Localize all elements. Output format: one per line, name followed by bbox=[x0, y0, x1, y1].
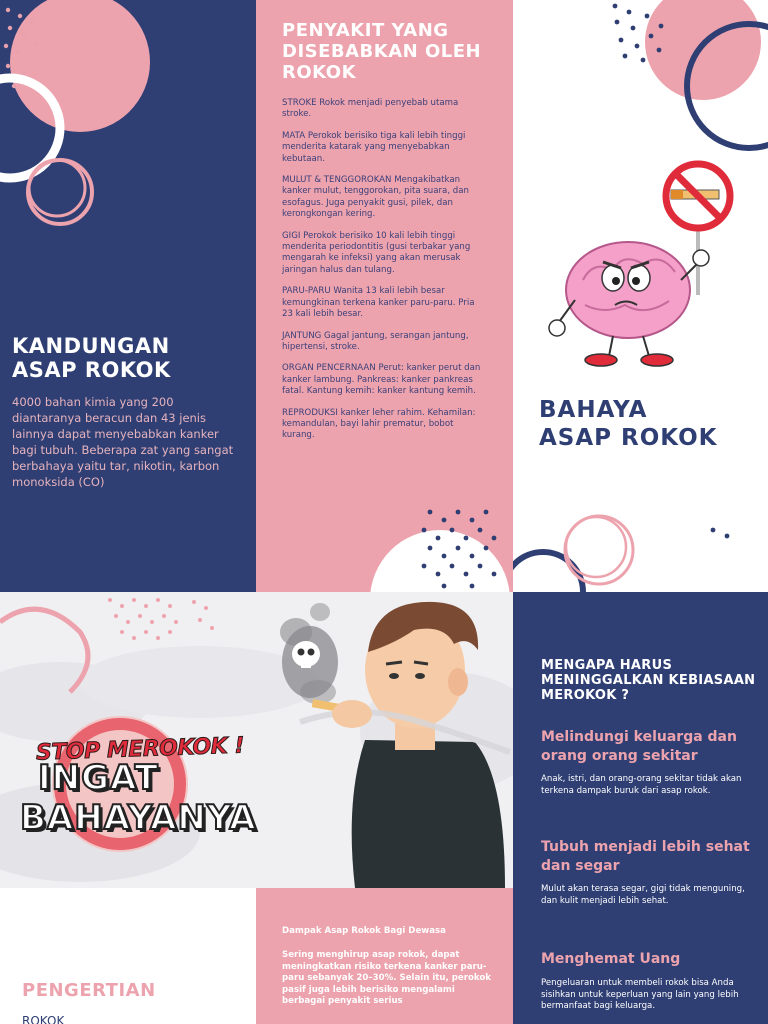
reason-text: Mulut akan terasa segar, gigi tidak menguning, dan kulit menjadi lebih sehat. bbox=[541, 884, 745, 906]
mengapa-title: MENGAPA HARUS MENINGGALKAN KEBIASAAN MEROKOK ? bbox=[541, 658, 756, 703]
penyakit-list bbox=[282, 98, 482, 452]
reason-title: Tubuh menjadi lebih sehat dan segar bbox=[541, 839, 750, 874]
bahayanya-text: BAHAYANYA bbox=[20, 798, 257, 838]
penyakit-title: PENYAKIT YANG DISEBABKAN OLEH ROKOK bbox=[282, 20, 482, 83]
bahaya-title: BAHAYA ASAP ROKOK bbox=[539, 397, 718, 451]
dampak-body: Sering menghirup asap rokok, dapat meningkatkan risiko terkena kanker paru-paru sebanyak 20–30%. Selain itu, perokok pasif juga lebih berisiko mengalami berbagai penyakit serius bbox=[282, 950, 491, 1007]
list-item: PARU-PARU Wanita 13 kali lebih besar kemungkinan terkena kanker paru-paru. Pria 23 kali lebih besar. bbox=[282, 286, 475, 320]
pengertian-body: ROKOK bbox=[22, 1014, 65, 1024]
panel-pengertian bbox=[0, 888, 256, 1024]
kandungan-title: KANDUNGAN ASAP ROKOK bbox=[12, 334, 171, 382]
list-item: REPRODUKSI kanker leher rahim. Kehamilan: kemandulan, bayi lahir prematur, bobot kurang. bbox=[282, 407, 476, 441]
panel-dampak bbox=[256, 888, 513, 1024]
panel-bahaya bbox=[513, 0, 768, 592]
list-item: JANTUNG Gagal jantung, serangan jantung, hipertensi, stroke. bbox=[282, 330, 469, 352]
panel-kandungan bbox=[0, 0, 256, 592]
pengertian-title: PENGERTIAN bbox=[22, 980, 156, 1001]
list-item: ORGAN PENCERNAAN Perut: kanker perut dan kanker lambung. Pankreas: kanker pankreas fatal. Kantung kemih: kanker kantung kemih. bbox=[282, 363, 481, 397]
reason-text: Anak, istri, dan orang-orang sekitar tidak akan terkena dampak buruk dari asap rokok. bbox=[541, 774, 742, 796]
list-item: GIGI Perokok berisiko 10 kali lebih tinggi menderita periodontitis (gusi terbakar yang mengarah ke infeksi) yang akan merusak jaringan halus dan tulang. bbox=[282, 230, 471, 275]
stop-merokok-text: STOP MEROKOK ! bbox=[35, 733, 245, 766]
list-item: STROKE Rokok menjadi penyebab utama stroke. bbox=[282, 98, 459, 120]
reason-title: Melindungi keluarga dan orang orang sekitar bbox=[541, 729, 737, 764]
dampak-heading: Dampak Asap Rokok Bagi Dewasa bbox=[282, 926, 446, 936]
panel-penyakit bbox=[256, 0, 513, 592]
panel-mengapa bbox=[513, 592, 768, 1024]
kandungan-body: 4000 bahan kimia yang 200 diantaranya beracun dan 43 jenis lainnya dapat menyebabkan kanker bagi tubuh. Beberapa zat yang sangat berbahaya yaitu tar, nikotin, karbon monoksida (CO) bbox=[12, 395, 234, 489]
decorative-bottom-shapes bbox=[513, 0, 768, 592]
ingat-text: INGAT bbox=[38, 758, 159, 798]
reason-text: Pengeluaran untuk membeli rokok bisa Anda sisihkan untuk keperluan yang lain yang lebih bermanfaat bagi keluarga. bbox=[541, 978, 739, 1012]
list-item: MATA Perokok berisiko tiga kali lebih tinggi menderita katarak yang menyebabkan kebutaan. bbox=[282, 130, 466, 164]
list-item: MULUT & TENGGOROKAN Mengakibatkan kanker mulut, tenggorokan, pita suara, dan esofagus. Juga penyakit gusi, pilek, dan kerongkongan kering. bbox=[282, 175, 469, 220]
reason-title: Menghemat Uang bbox=[541, 951, 681, 967]
decorative-circles bbox=[0, 0, 256, 592]
